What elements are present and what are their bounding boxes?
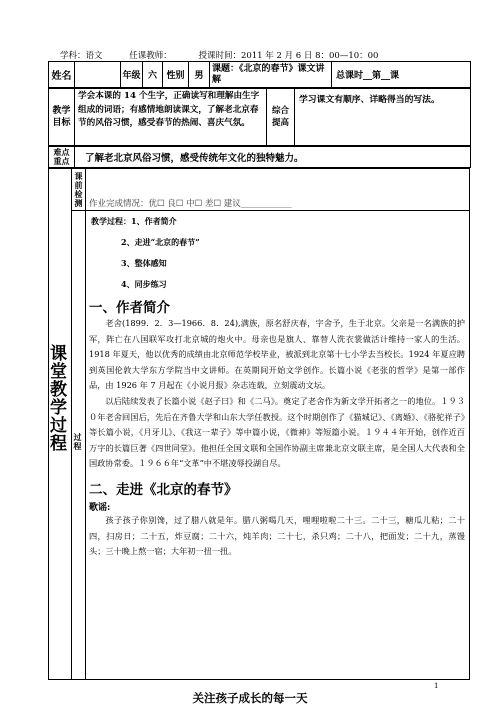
section2-title: 二、走进《北京的春节》 [89, 481, 238, 498]
goals-label: 教学目标 [49, 89, 75, 146]
classroom-label: 课堂教学过程 [46, 344, 66, 452]
homework-status: 作业完成情况：优☐ 良☐ 中☐ 差☐ 建议____________ [89, 199, 292, 209]
page-number: 1 [434, 682, 439, 690]
process-label: 过程 [73, 433, 83, 451]
topic: 课题：《北京的春节》课文讲解 [210, 62, 332, 88]
goals-table [48, 88, 471, 146]
classroom-process [48, 168, 470, 680]
footer-slogan: 关注孩子成长的每一天 [192, 691, 308, 705]
total-hours: 总课时__第__课 [332, 62, 471, 88]
name-label: 姓名 [49, 62, 75, 88]
outline-title: 教学过程：1、作者简介 [91, 216, 177, 226]
process-content [89, 216, 465, 560]
gender-label: 性别 [163, 62, 189, 88]
precheck-label: 课前检测 [74, 172, 84, 208]
keypoints-text: 了解老北京风俗习惯，感受传统年文化的独特魅力。 [75, 147, 471, 168]
teacher-label: 任课教师： [129, 51, 172, 61]
section1-paragraph: 以后陆续发表了长篇小说《赵子曰》和《二马》。奠定了老舍作为新文学开拓者之一的地位。１９３０年老舍回国后，先后在齐鲁大学和山东大学任教授。这个时期创作了《猫城记》、《离婚》、《骆驼祥子》等长篇小说，《月牙儿》、《我这一辈子》等中篇小说，《微神》等短篇小说。１９４４年开始，创作近百万字的长篇巨著《四世同堂》。他担任全国文联和全国作协副主席兼北京文联主席，是全国人大代表和全国政协常委。１９６６年“文革”中不堪凌辱投湖自尽。 [89, 395, 465, 469]
comprehensive-text: 学习课文有顺序、详略得当的写法。 [295, 89, 471, 146]
header-line [60, 49, 402, 61]
outline-item: 4、同步练习 [121, 279, 167, 289]
time-label: 授课时间：2011 年 2 月 6 日 8：00—10：00 [198, 51, 379, 61]
gender-value: 男 [189, 62, 210, 88]
info-table [48, 61, 471, 88]
outline-item: 3、整体感知 [121, 258, 167, 268]
comprehensive-label: 综合提高 [267, 89, 295, 146]
grade-value: 六 [143, 62, 163, 88]
goals-text: 学会本课的 14 个生字，正确读写和理解由生字组成的词语；有感情地朗读课文，了解老北京春节的风俗习惯，感受春节的热闹、喜庆气氛。 [75, 89, 267, 146]
keypoints-table [48, 146, 471, 168]
song-text: 孩子孩子你别馋，过了腊八就是年。腊八粥喝几天，哩哩啦啦二十三。二十三，糖瓜儿粘；二十四，扫房日；二十五，炸豆腐；二十六，炖羊肉；二十七，杀只鸡；二十八，把面发；二十九，蒸馒头；三十晚上熬一宿；大年初一扭一扭。 [89, 514, 465, 557]
name-value [75, 62, 121, 88]
keypoints-label: 难点重点 [49, 147, 75, 168]
song-label: 歌谣: [89, 502, 111, 513]
section1-title: 一、作者简介 [89, 300, 170, 316]
outline-item: 2、走进“北京的春节” [121, 237, 200, 247]
grade-label: 年级 [121, 62, 143, 88]
section1-paragraph: 老舍(1899．2．3—1966．8．24),满族，原名舒庆春，字舍予，生于北京。父亲是一名满族的护军，阵亡在八国联军攻打北京城的炮火中。母亲也是旗人、靠替人洗衣裳做活计维持一家人的生活。1918 年夏天，他以优秀的成绩由北京师范学校毕业，被派到北京第十七小学去当校长。1924 年夏应聘到英国伦敦大学东方学院当中文讲师。在英期间开始文学创作。长篇小说《老张的哲学》是第一部作品，由 1926 年 7 月起在《小说月报》杂志连载，立刻震动文坛。 [89, 318, 465, 391]
subject-label: 学科：语文 [60, 51, 103, 61]
